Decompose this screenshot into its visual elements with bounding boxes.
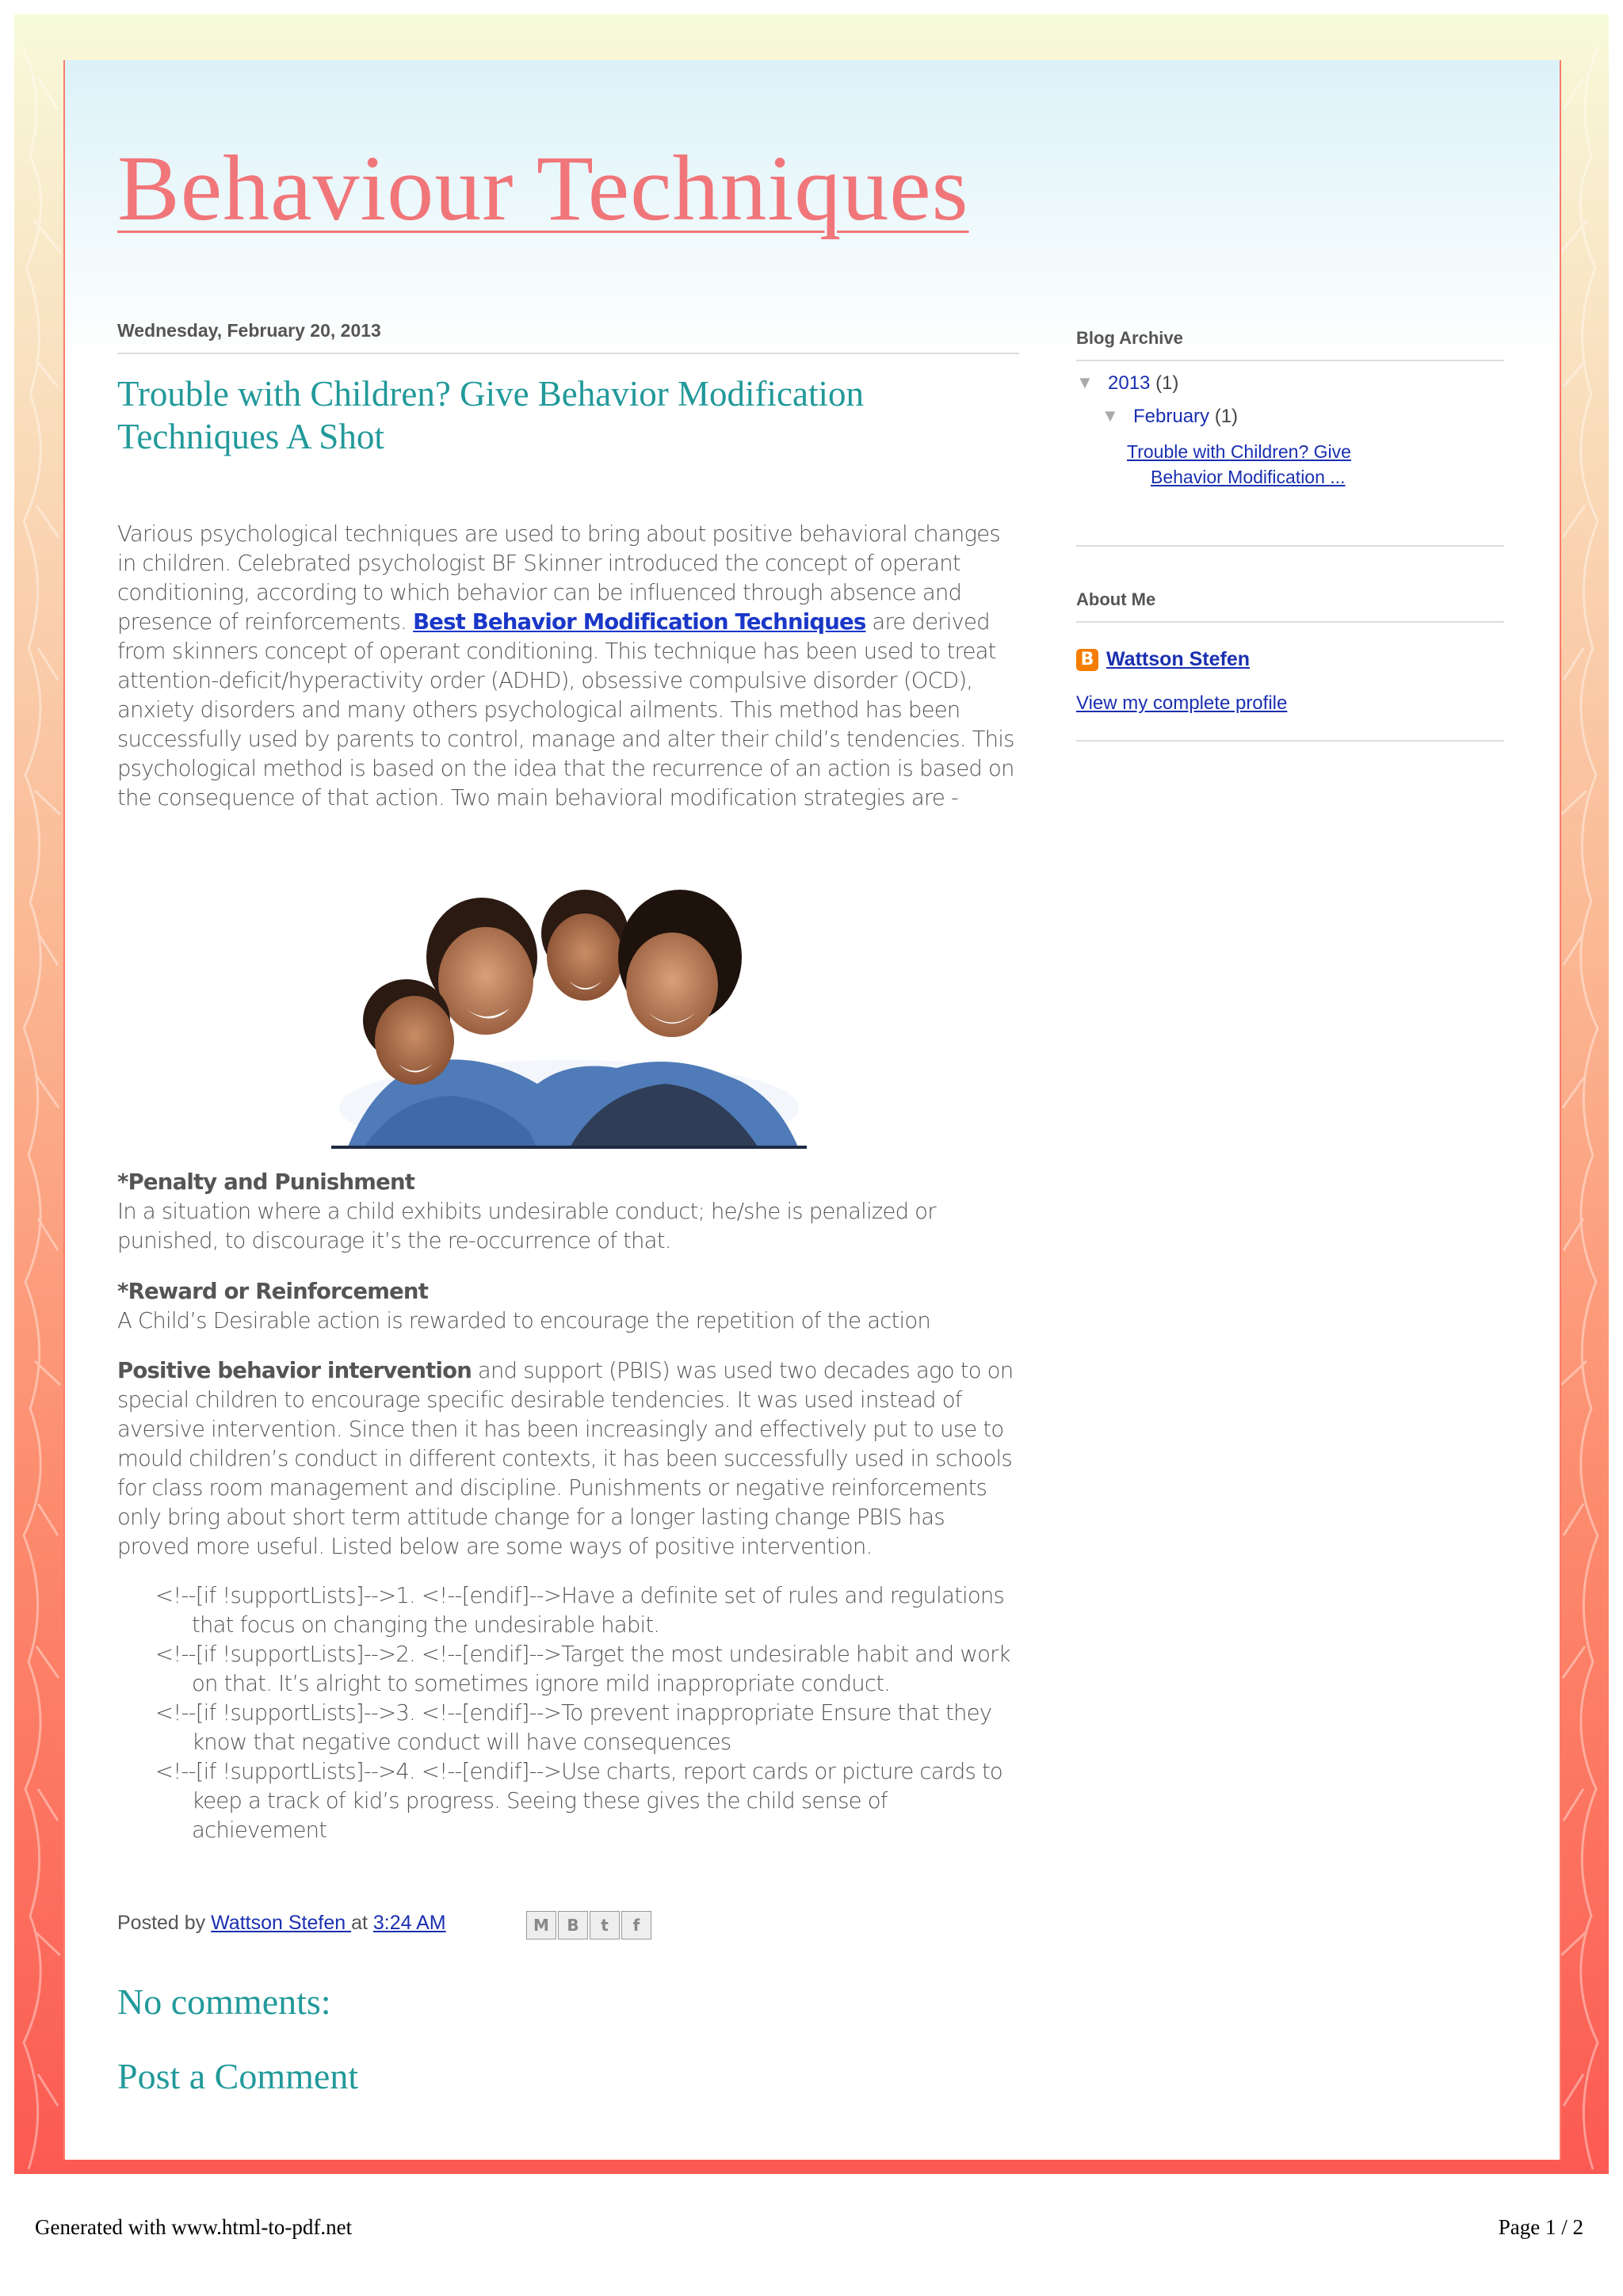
blog-title[interactable]: Behaviour Techniques bbox=[117, 136, 969, 240]
twitter-icon[interactable]: t bbox=[590, 1911, 620, 1939]
pbis-paragraph bbox=[117, 1356, 1021, 1562]
archive-year-count: (1) bbox=[1155, 372, 1179, 394]
penalty-text: In a situation where a child exhibits undesirable conduct; he/she is penalized or punished, to discourage it’s the re-occurrence of that. bbox=[117, 1199, 936, 1253]
footer-page-number: Page 1 / 2 bbox=[1498, 2215, 1583, 2239]
archive-tree bbox=[1076, 372, 1504, 490]
post-title: Trouble with Children? Give Behavior Modification Techniques A Shot bbox=[117, 374, 864, 456]
archive-title: Blog Archive bbox=[1076, 328, 1504, 361]
leaf-pattern-left bbox=[14, 14, 63, 2174]
intro-text-1: Various psychological techniques are used to bring about positive behavioral changes in children. Celebrated psychologist BF Skinner introduced the concept of operant conditioning, according to which behavior can be influenced through absence and presence of reinforcements. bbox=[117, 521, 1000, 635]
comments-heading: No comments: bbox=[117, 1981, 331, 2022]
archive-month-count: (1) bbox=[1214, 406, 1239, 427]
post-date: Wednesday, February 20, 2013 bbox=[117, 320, 1019, 354]
reward-heading: *Reward or Reinforcement bbox=[117, 1279, 429, 1304]
author-link[interactable]: Wattson Stefen bbox=[211, 1912, 352, 1934]
archive-year-link[interactable]: 2013 bbox=[1108, 372, 1151, 394]
at-label: at bbox=[351, 1912, 368, 1934]
reward-section bbox=[117, 1277, 1021, 1336]
about-title: About Me bbox=[1076, 589, 1504, 623]
archive-post-link[interactable]: Trouble with Children? Give Behavior Modification ... bbox=[1127, 441, 1351, 487]
post-comment-heading: Post a Comment bbox=[117, 2056, 359, 2096]
share-buttons bbox=[526, 1911, 653, 1939]
list-item: <!--[if !supportLists]-->3. <!--[endif]-->To prevent inappropriate Ensure that they know that negative conduct will have consequences bbox=[155, 1700, 992, 1755]
list-item: <!--[if !supportLists]-->2. <!--[endif]-->Target the most undesirable habit and work on that. It’s alright to sometimes ignore mild inappropriate conduct. bbox=[155, 1642, 1010, 1696]
list-item: <!--[if !supportLists]-->4. <!--[endif]-->Use charts, report cards or picture cards to keep a track of kid’s progress. Seeing these gives the child sense of achievement bbox=[155, 1759, 1002, 1843]
sidebar-divider bbox=[1076, 740, 1504, 742]
pbis-text: and support (PBIS) was used two decades ago to on special children to encourage specific desirable tendencies. It was used instead of aversive intervention. Since then it has been increasingly and effectively put to use to mould children’s conduct in different contexts, it has been successfully used in schools for class room management and discipline. Punishments or negative reinforcements only bring about short term attitude change for a longer lasting change PBIS has proved more useful. Listed below are some ways of positive intervention. bbox=[117, 1358, 1014, 1559]
post-byline bbox=[117, 1912, 446, 1935]
profile-author-link[interactable]: Wattson Stefen bbox=[1106, 648, 1251, 670]
complete-profile-link[interactable]: View my complete profile bbox=[1076, 692, 1288, 714]
blogger-icon[interactable]: B bbox=[558, 1911, 588, 1939]
blogger-profile-icon: B bbox=[1076, 649, 1098, 671]
best-techniques-link[interactable]: Best Behavior Modification Techniques bbox=[413, 609, 866, 635]
archive-year-row[interactable] bbox=[1076, 372, 1504, 406]
facebook-icon[interactable]: f bbox=[621, 1911, 651, 1939]
sidebar-divider bbox=[1076, 545, 1504, 547]
intro-text-2: are derived from skinners concept of operant conditioning. This technique has been used to treat attention-deficit/hyperactivity order (ADHD), obsessive compulsive disorder (OCD), anxiety disorders and many others psychological ailments. This method has been successfully used by parents to control, manage and alter their child’s tendencies. This psychological method is based on the idea that the recurrence of an action is based on the consequence of that action. Two main behavioral modification strategies are - bbox=[117, 609, 1014, 810]
archive-month-link[interactable]: February bbox=[1133, 406, 1210, 427]
intervention-list bbox=[155, 1581, 1027, 1845]
list-item: <!--[if !supportLists]-->1. <!--[endif]-->Have a definite set of rules and regulations that focus on changing the undesirable habit. bbox=[155, 1583, 1005, 1638]
timestamp-link[interactable]: 3:24 AM bbox=[372, 1912, 446, 1934]
about-author bbox=[1076, 648, 1504, 671]
penalty-section bbox=[117, 1168, 1021, 1256]
footer-generator: Generated with www.html-to-pdf.net bbox=[35, 2215, 353, 2239]
leaf-pattern-right bbox=[1560, 14, 1609, 2174]
posted-by-label: Posted by bbox=[117, 1912, 206, 1934]
triangle-down-icon[interactable]: ▼ bbox=[1076, 372, 1094, 392]
reward-text: A Child’s Desirable action is rewarded to encourage the repetition of the action bbox=[117, 1308, 931, 1333]
email-icon[interactable]: M bbox=[526, 1911, 556, 1939]
profile-link-row bbox=[1076, 692, 1504, 715]
penalty-heading: *Penalty and Punishment bbox=[117, 1169, 415, 1195]
post-intro bbox=[117, 520, 1021, 813]
triangle-down-icon[interactable]: ▼ bbox=[1102, 406, 1119, 425]
archive-month-row[interactable] bbox=[1076, 406, 1504, 439]
family-photo bbox=[331, 870, 807, 1149]
pbis-bold: Positive behavior intervention bbox=[117, 1358, 472, 1383]
